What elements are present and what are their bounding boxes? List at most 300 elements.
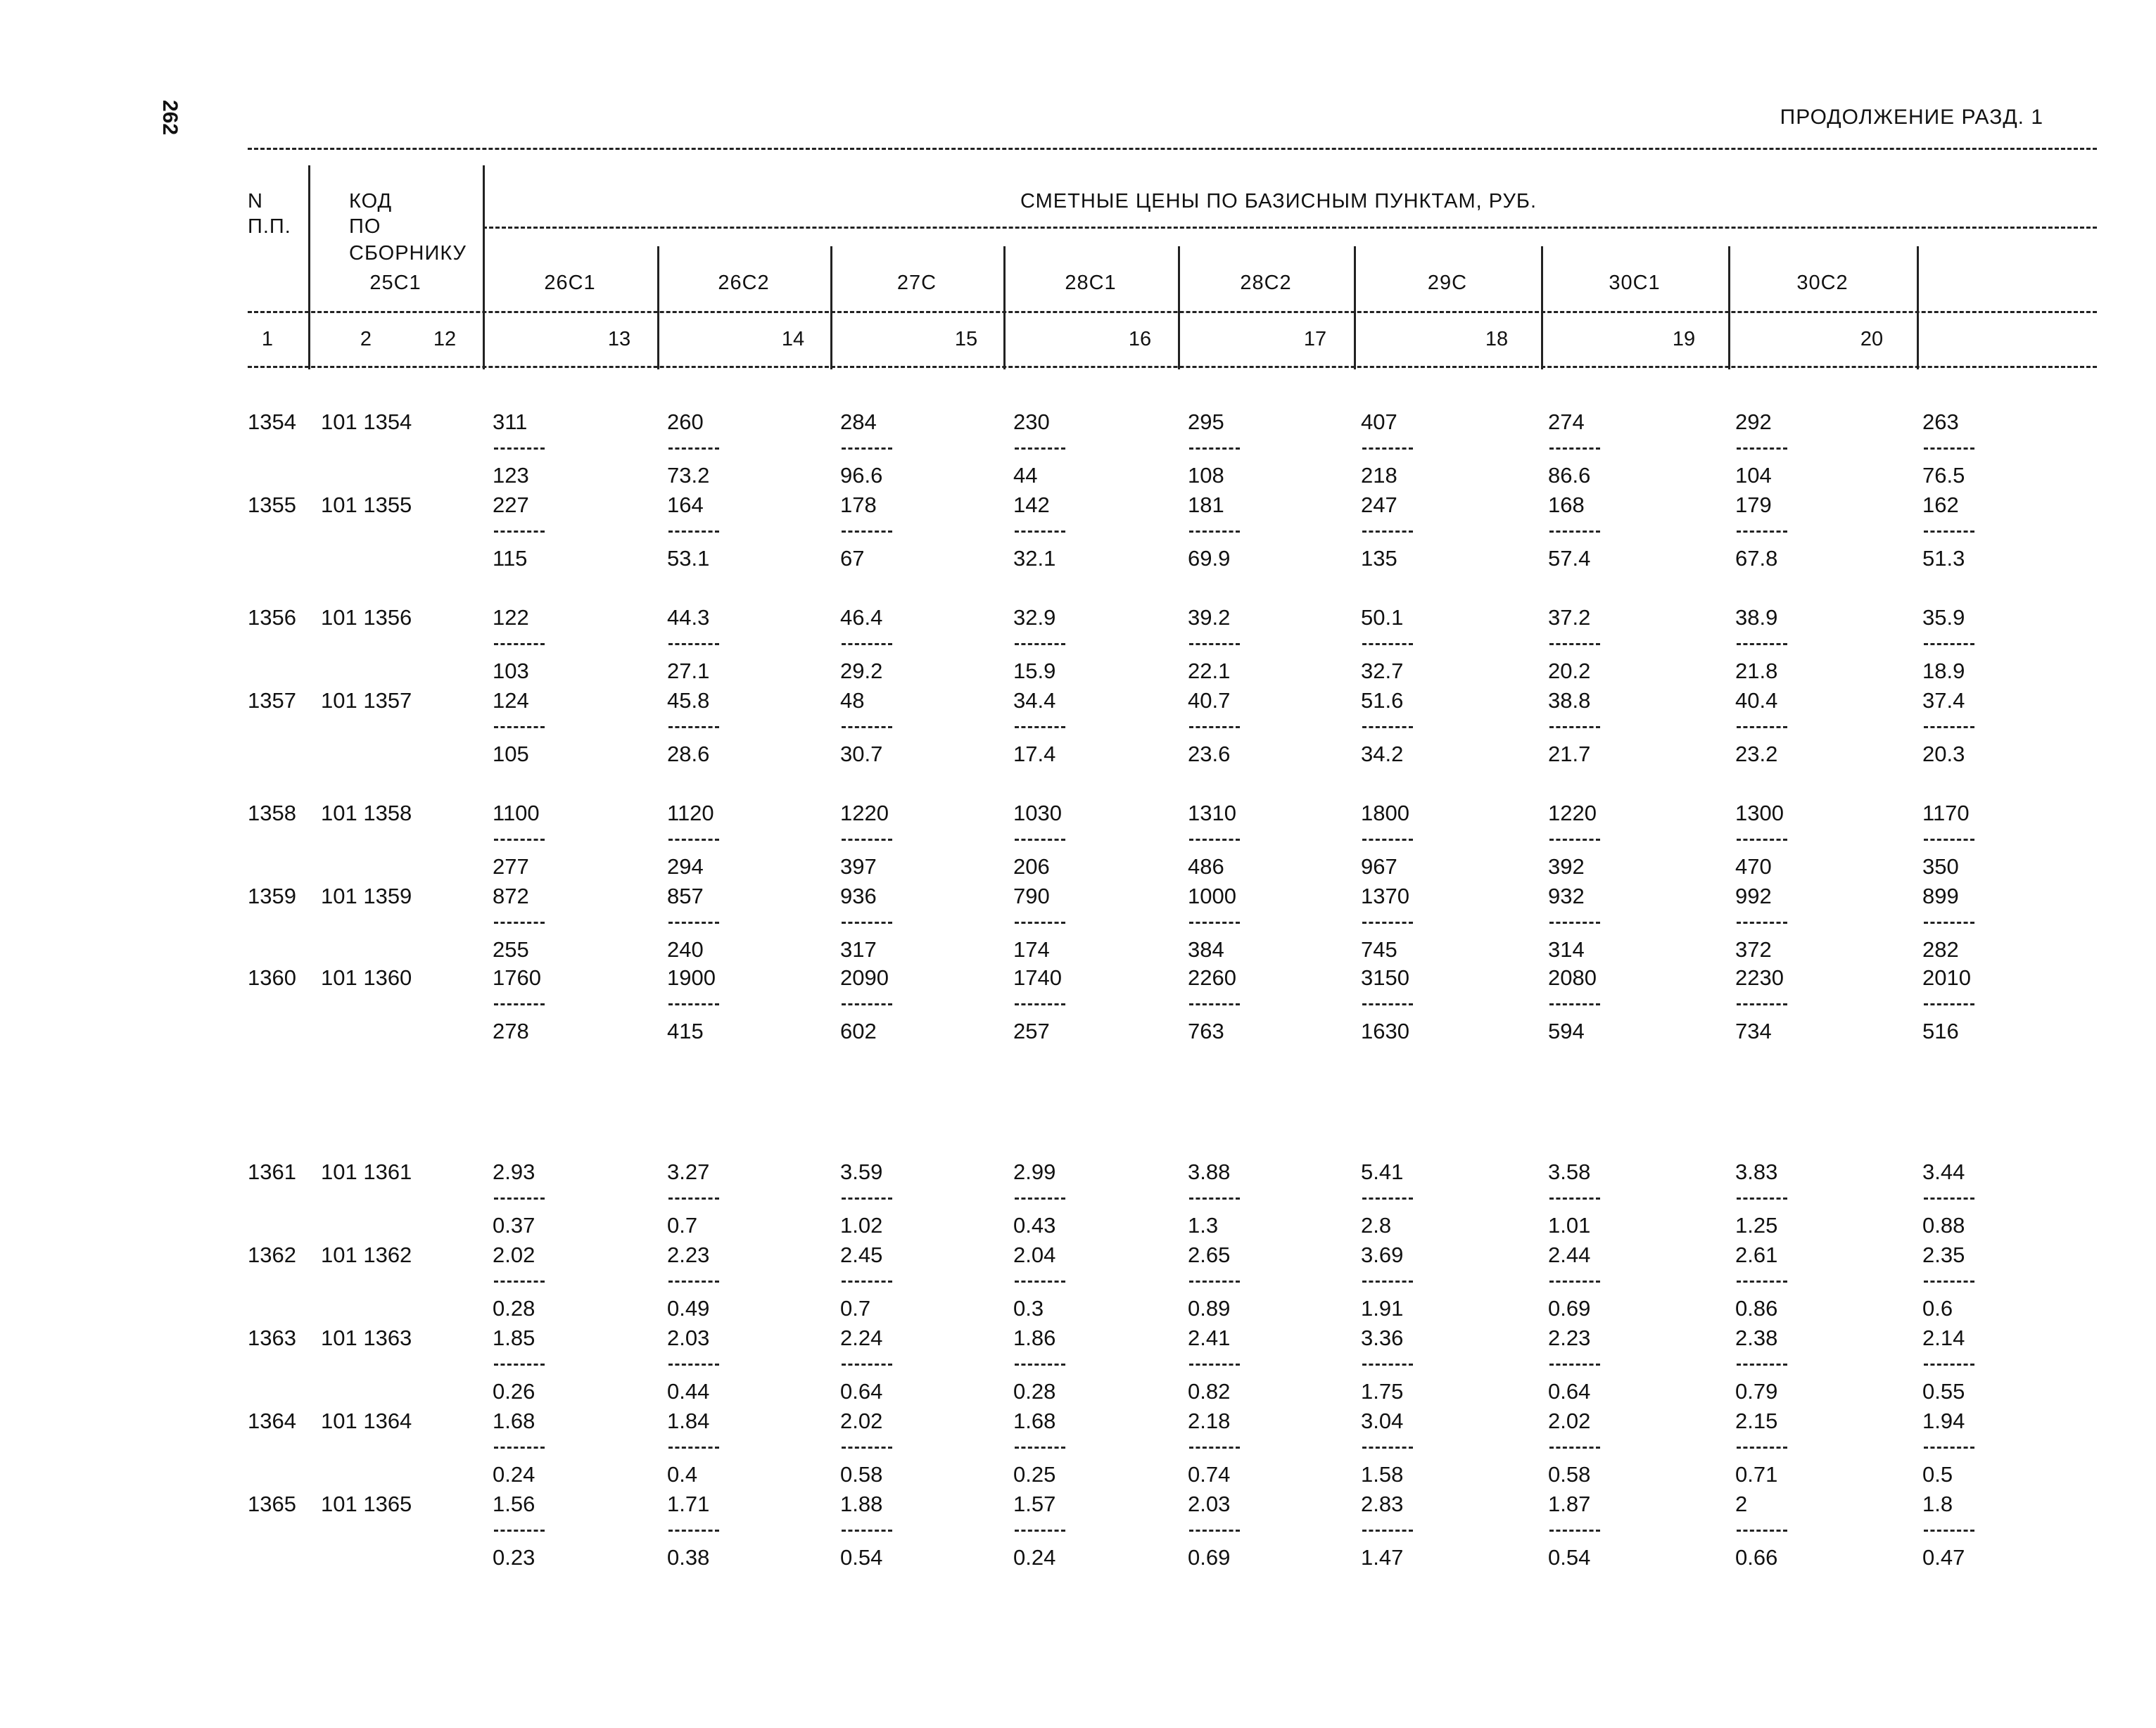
price-top: 1100 xyxy=(493,801,540,825)
col-code-label: КОД xyxy=(349,190,393,212)
fraction-bar xyxy=(668,1003,719,1005)
price-top: 2.35 xyxy=(1922,1243,1965,1267)
fraction-bar xyxy=(1924,531,1974,533)
price-top: 37.2 xyxy=(1548,605,1591,630)
price-bottom: 22.1 xyxy=(1188,659,1231,683)
fraction-bar xyxy=(1015,1530,1065,1532)
price-top: 2.99 xyxy=(1013,1160,1056,1184)
col-number: 2 xyxy=(360,328,372,350)
fraction-bar xyxy=(668,1281,719,1283)
row-code: 101 1359 xyxy=(321,884,412,908)
price-top: 899 xyxy=(1922,884,1959,908)
rule-colnum xyxy=(248,311,2097,313)
price-top: 124 xyxy=(493,688,529,713)
price-bottom: 516 xyxy=(1922,1019,1959,1043)
fraction-bar xyxy=(494,643,545,645)
price-bottom: 73.2 xyxy=(667,463,710,488)
price-bottom: 0.69 xyxy=(1548,1296,1591,1321)
fraction-bar xyxy=(1924,1281,1974,1283)
price-top: 44.3 xyxy=(667,605,710,630)
price-bottom: 0.5 xyxy=(1922,1462,1953,1487)
price-bottom: 0.38 xyxy=(667,1545,710,1570)
fraction-bar xyxy=(1549,922,1600,924)
row-number: 1357 xyxy=(248,688,296,713)
price-top: 51.6 xyxy=(1361,688,1404,713)
price-top: 2.24 xyxy=(840,1326,883,1350)
price-bottom: 277 xyxy=(493,854,529,879)
price-top: 2.03 xyxy=(1188,1492,1231,1516)
fraction-bar xyxy=(1924,726,1974,728)
fraction-bar xyxy=(668,922,719,924)
fraction-bar xyxy=(1189,1364,1240,1366)
price-bottom: 0.54 xyxy=(840,1545,883,1570)
price-bottom: 0.58 xyxy=(840,1462,883,1487)
price-bottom: 23.2 xyxy=(1735,742,1778,766)
price-bottom: 602 xyxy=(840,1019,877,1043)
price-top: 3.36 xyxy=(1361,1326,1404,1350)
price-top: 1.88 xyxy=(840,1492,883,1516)
price-bottom: 115 xyxy=(493,546,528,571)
price-top: 2.41 xyxy=(1188,1326,1231,1350)
fraction-bar xyxy=(668,1447,719,1449)
fraction-bar xyxy=(1362,726,1413,728)
fraction-bar xyxy=(1362,839,1413,841)
price-top: 2.15 xyxy=(1735,1409,1778,1433)
fraction-bar xyxy=(1189,531,1240,533)
price-top: 181 xyxy=(1188,493,1224,517)
price-bottom: 282 xyxy=(1922,937,1959,962)
price-bottom: 0.49 xyxy=(667,1296,710,1321)
price-bottom: 1.47 xyxy=(1361,1545,1404,1570)
fraction-bar xyxy=(842,447,892,450)
row-code: 101 1357 xyxy=(321,688,412,713)
fraction-bar xyxy=(1549,1197,1600,1200)
price-top: 1.71 xyxy=(667,1492,710,1516)
vsep-code xyxy=(483,165,485,369)
price-top: 2.45 xyxy=(840,1243,883,1267)
col-number: 13 xyxy=(607,328,631,350)
price-bottom: 278 xyxy=(493,1019,529,1043)
price-top: 295 xyxy=(1188,409,1224,434)
price-top: 38.8 xyxy=(1548,688,1591,713)
price-bottom: 2.8 xyxy=(1361,1213,1392,1238)
point-label: 27С xyxy=(896,272,937,294)
col-number: 1 xyxy=(261,328,274,350)
price-top: 2010 xyxy=(1922,965,1971,990)
price-top: 38.9 xyxy=(1735,605,1778,630)
fraction-bar xyxy=(1737,1530,1787,1532)
price-top: 1800 xyxy=(1361,801,1409,825)
fraction-bar xyxy=(1737,922,1787,924)
price-bottom: 0.64 xyxy=(1548,1379,1591,1404)
fraction-bar xyxy=(1737,1364,1787,1366)
price-bottom: 15.9 xyxy=(1013,659,1056,683)
fraction-bar xyxy=(842,1197,892,1200)
price-bottom: 384 xyxy=(1188,937,1224,962)
price-top: 1760 xyxy=(493,965,541,990)
point-label: 30С2 xyxy=(1796,272,1849,294)
fraction-bar xyxy=(842,1530,892,1532)
vsep-point xyxy=(1917,246,1919,369)
price-top: 932 xyxy=(1548,884,1585,908)
price-top: 3.04 xyxy=(1361,1409,1404,1433)
fraction-bar xyxy=(1924,922,1974,924)
rule-top xyxy=(248,148,2097,150)
price-top: 1900 xyxy=(667,965,716,990)
fraction-bar xyxy=(1362,1197,1413,1200)
fraction-bar xyxy=(1189,1447,1240,1449)
price-top: 2 xyxy=(1735,1492,1748,1516)
price-bottom: 0.79 xyxy=(1735,1379,1778,1404)
price-bottom: 0.23 xyxy=(493,1545,535,1570)
fraction-bar xyxy=(1549,447,1600,450)
price-top: 1.86 xyxy=(1013,1326,1056,1350)
rule-header-bottom xyxy=(248,366,2097,368)
price-bottom: 27.1 xyxy=(667,659,710,683)
price-bottom: 0.3 xyxy=(1013,1296,1044,1321)
fraction-bar xyxy=(1362,447,1413,450)
price-bottom: 29.2 xyxy=(840,659,883,683)
row-code: 101 1355 xyxy=(321,493,412,517)
price-bottom: 350 xyxy=(1922,854,1959,879)
price-bottom: 0.24 xyxy=(493,1462,535,1487)
price-top: 48 xyxy=(840,688,865,713)
price-bottom: 21.7 xyxy=(1548,742,1591,766)
price-top: 407 xyxy=(1361,409,1397,434)
price-top: 2.04 xyxy=(1013,1243,1056,1267)
price-top: 40.4 xyxy=(1735,688,1778,713)
price-top: 2090 xyxy=(840,965,889,990)
price-top: 2.02 xyxy=(840,1409,883,1433)
price-bottom: 0.25 xyxy=(1013,1462,1056,1487)
fraction-bar xyxy=(1015,922,1065,924)
price-bottom: 0.86 xyxy=(1735,1296,1778,1321)
price-top: 122 xyxy=(493,605,529,630)
price-bottom: 397 xyxy=(840,854,877,879)
fraction-bar xyxy=(1737,1447,1787,1449)
price-bottom: 108 xyxy=(1188,463,1224,488)
fraction-bar xyxy=(1549,1281,1600,1283)
price-bottom: 415 xyxy=(667,1019,704,1043)
price-bottom: 0.89 xyxy=(1188,1296,1231,1321)
price-bottom: 206 xyxy=(1013,854,1050,879)
price-bottom: 67 xyxy=(840,546,865,571)
fraction-bar xyxy=(1924,447,1974,450)
row-number: 1354 xyxy=(248,409,296,434)
fraction-bar xyxy=(1737,1197,1787,1200)
price-bottom: 0.26 xyxy=(493,1379,535,1404)
fraction-bar xyxy=(842,643,892,645)
price-top: 227 xyxy=(493,493,529,517)
fraction-bar xyxy=(1549,726,1600,728)
price-bottom: 0.37 xyxy=(493,1213,535,1238)
col-code-label: СБОРНИКУ xyxy=(349,242,467,265)
price-top: 2.02 xyxy=(493,1243,535,1267)
price-bottom: 734 xyxy=(1735,1019,1772,1043)
fraction-bar xyxy=(1737,726,1787,728)
price-bottom: 1.58 xyxy=(1361,1462,1404,1487)
fraction-bar xyxy=(1737,447,1787,450)
fraction-bar xyxy=(1737,839,1787,841)
price-bottom: 1630 xyxy=(1361,1019,1409,1043)
price-bottom: 18.9 xyxy=(1922,659,1965,683)
price-top: 1030 xyxy=(1013,801,1062,825)
row-number: 1362 xyxy=(248,1243,296,1267)
fraction-bar xyxy=(1189,1281,1240,1283)
price-top: 34.4 xyxy=(1013,688,1056,713)
price-bottom: 392 xyxy=(1548,854,1585,879)
vsep-point xyxy=(830,246,832,369)
price-top: 168 xyxy=(1548,493,1585,517)
price-top: 2260 xyxy=(1188,965,1236,990)
price-top: 3.69 xyxy=(1361,1243,1404,1267)
price-top: 1.8 xyxy=(1922,1492,1953,1516)
price-bottom: 218 xyxy=(1361,463,1397,488)
point-label: 26С2 xyxy=(718,272,770,294)
fraction-bar xyxy=(1362,1003,1413,1005)
fraction-bar xyxy=(494,1197,545,1200)
price-bottom: 53.1 xyxy=(667,546,710,571)
price-top: 2.65 xyxy=(1188,1243,1231,1267)
price-bottom: 135 xyxy=(1361,546,1397,571)
price-top: 2.14 xyxy=(1922,1326,1965,1350)
col-code-label: ПО xyxy=(349,215,381,238)
row-number: 1355 xyxy=(248,493,296,517)
price-bottom: 32.1 xyxy=(1013,546,1056,571)
price-top: 1000 xyxy=(1188,884,1236,908)
price-top: 2.61 xyxy=(1735,1243,1778,1267)
fraction-bar xyxy=(1015,1364,1065,1366)
point-label: 29С xyxy=(1427,272,1468,294)
fraction-bar xyxy=(842,839,892,841)
fraction-bar xyxy=(1362,1281,1413,1283)
vsep-point xyxy=(1728,246,1730,369)
row-code: 101 1358 xyxy=(321,801,412,825)
fraction-bar xyxy=(842,1003,892,1005)
price-bottom: 0.7 xyxy=(840,1296,871,1321)
fraction-bar xyxy=(1737,643,1787,645)
price-top: 247 xyxy=(1361,493,1397,517)
price-bottom: 1.3 xyxy=(1188,1213,1219,1238)
row-number: 1361 xyxy=(248,1160,296,1184)
price-bottom: 1.91 xyxy=(1361,1296,1404,1321)
fraction-bar xyxy=(668,1530,719,1532)
fraction-bar xyxy=(668,1364,719,1366)
price-bottom: 21.8 xyxy=(1735,659,1778,683)
price-top: 45.8 xyxy=(667,688,710,713)
price-bottom: 0.58 xyxy=(1548,1462,1591,1487)
fraction-bar xyxy=(1549,1530,1600,1532)
point-label: 25С1 xyxy=(369,272,421,294)
price-top: 3150 xyxy=(1361,965,1409,990)
price-bottom: 745 xyxy=(1361,937,1397,962)
row-code: 101 1365 xyxy=(321,1492,412,1516)
price-bottom: 0.43 xyxy=(1013,1213,1056,1238)
price-top: 5.41 xyxy=(1361,1160,1404,1184)
price-bottom: 104 xyxy=(1735,463,1772,488)
price-top: 162 xyxy=(1922,493,1959,517)
price-bottom: 1.25 xyxy=(1735,1213,1778,1238)
price-bottom: 57.4 xyxy=(1548,546,1591,571)
point-label: 26С1 xyxy=(544,272,596,294)
fraction-bar xyxy=(1362,643,1413,645)
price-top: 2230 xyxy=(1735,965,1784,990)
price-top: 260 xyxy=(667,409,704,434)
point-label: 28С1 xyxy=(1065,272,1117,294)
fraction-bar xyxy=(668,726,719,728)
fraction-bar xyxy=(494,1447,545,1449)
price-top: 2.83 xyxy=(1361,1492,1404,1516)
price-bottom: 86.6 xyxy=(1548,463,1591,488)
price-top: 46.4 xyxy=(840,605,883,630)
price-top: 37.4 xyxy=(1922,688,1965,713)
price-top: 274 xyxy=(1548,409,1585,434)
col-number: 18 xyxy=(1485,328,1509,350)
point-label: 30С1 xyxy=(1609,272,1661,294)
row-number: 1358 xyxy=(248,801,296,825)
price-top: 1220 xyxy=(1548,801,1597,825)
col-number: 19 xyxy=(1672,328,1696,350)
row-code: 101 1354 xyxy=(321,409,412,434)
fraction-bar xyxy=(1549,643,1600,645)
fraction-bar xyxy=(494,1281,545,1283)
fraction-bar xyxy=(1015,447,1065,450)
price-top: 1.85 xyxy=(493,1326,535,1350)
fraction-bar xyxy=(1549,1447,1600,1449)
row-number: 1364 xyxy=(248,1409,296,1433)
row-code: 101 1360 xyxy=(321,965,412,990)
col-number: 16 xyxy=(1128,328,1152,350)
fraction-bar xyxy=(668,1197,719,1200)
vsep-point xyxy=(1354,246,1356,369)
fraction-bar xyxy=(494,447,545,450)
page-number: 262 xyxy=(158,99,182,136)
col-number: 17 xyxy=(1303,328,1327,350)
price-top: 1.68 xyxy=(1013,1409,1056,1433)
price-top: 1.87 xyxy=(1548,1492,1591,1516)
col-number: 20 xyxy=(1860,328,1884,350)
price-bottom: 105 xyxy=(493,742,529,766)
price-top: 284 xyxy=(840,409,877,434)
fraction-bar xyxy=(1015,531,1065,533)
fraction-bar xyxy=(1362,922,1413,924)
fraction-bar xyxy=(668,839,719,841)
row-code: 101 1361 xyxy=(321,1160,412,1184)
fraction-bar xyxy=(668,531,719,533)
price-top: 1.84 xyxy=(667,1409,710,1433)
price-bottom: 0.28 xyxy=(493,1296,535,1321)
price-bottom: 0.44 xyxy=(667,1379,710,1404)
price-bottom: 103 xyxy=(493,659,529,683)
price-bottom: 372 xyxy=(1735,937,1772,962)
fraction-bar xyxy=(668,447,719,450)
price-top: 142 xyxy=(1013,493,1050,517)
fraction-bar xyxy=(1189,1197,1240,1200)
price-bottom: 174 xyxy=(1013,937,1050,962)
price-bottom: 30.7 xyxy=(840,742,883,766)
price-bottom: 470 xyxy=(1735,854,1772,879)
price-bottom: 0.74 xyxy=(1188,1462,1231,1487)
price-bottom: 294 xyxy=(667,854,704,879)
col-number: 15 xyxy=(954,328,978,350)
fraction-bar xyxy=(1015,726,1065,728)
fraction-bar xyxy=(1737,1003,1787,1005)
fraction-bar xyxy=(1924,1364,1974,1366)
price-top: 32.9 xyxy=(1013,605,1056,630)
fraction-bar xyxy=(842,1447,892,1449)
vsep-point xyxy=(1178,246,1180,369)
price-top: 2.03 xyxy=(667,1326,710,1350)
fraction-bar xyxy=(842,1364,892,1366)
price-top: 230 xyxy=(1013,409,1050,434)
price-bottom: 17.4 xyxy=(1013,742,1056,766)
price-bottom: 32.7 xyxy=(1361,659,1404,683)
fraction-bar xyxy=(1189,643,1240,645)
price-top: 2.44 xyxy=(1548,1243,1591,1267)
price-bottom: 123 xyxy=(493,463,529,488)
row-code: 101 1364 xyxy=(321,1409,412,1433)
fraction-bar xyxy=(1924,1197,1974,1200)
fraction-bar xyxy=(1015,839,1065,841)
price-top: 992 xyxy=(1735,884,1772,908)
price-bottom: 763 xyxy=(1188,1019,1224,1043)
fraction-bar xyxy=(1549,839,1600,841)
price-bottom: 0.88 xyxy=(1922,1213,1965,1238)
col-number: 12 xyxy=(433,328,457,350)
price-bottom: 0.4 xyxy=(667,1462,698,1487)
row-number: 1365 xyxy=(248,1492,296,1516)
price-top: 3.83 xyxy=(1735,1160,1778,1184)
price-top: 178 xyxy=(840,493,877,517)
price-bottom: 44 xyxy=(1013,463,1038,488)
price-bottom: 23.6 xyxy=(1188,742,1231,766)
row-number: 1359 xyxy=(248,884,296,908)
fraction-bar xyxy=(1737,1281,1787,1283)
price-top: 2.23 xyxy=(1548,1326,1591,1350)
price-bottom: 0.55 xyxy=(1922,1379,1965,1404)
fraction-bar xyxy=(1924,1447,1974,1449)
price-top: 1120 xyxy=(667,801,714,825)
fraction-bar xyxy=(1924,839,1974,841)
rule-group xyxy=(483,227,2097,229)
price-top: 936 xyxy=(840,884,877,908)
continuation-label: ПРОДОЛЖЕНИЕ РАЗД. 1 xyxy=(1780,106,2043,129)
row-number: 1356 xyxy=(248,605,296,630)
price-bottom: 0.7 xyxy=(667,1213,698,1238)
price-top: 1310 xyxy=(1188,801,1236,825)
fraction-bar xyxy=(1189,447,1240,450)
fraction-bar xyxy=(668,643,719,645)
price-bottom: 314 xyxy=(1548,937,1585,962)
price-top: 2.23 xyxy=(667,1243,710,1267)
price-top: 3.27 xyxy=(667,1160,710,1184)
price-bottom: 67.8 xyxy=(1735,546,1778,571)
fraction-bar xyxy=(494,1003,545,1005)
fraction-bar xyxy=(1015,1197,1065,1200)
vsep-n xyxy=(308,165,310,369)
price-top: 1220 xyxy=(840,801,889,825)
price-top: 1.94 xyxy=(1922,1409,1965,1433)
price-bottom: 51.3 xyxy=(1922,546,1965,571)
price-bottom: 76.5 xyxy=(1922,463,1965,488)
fraction-bar xyxy=(494,1364,545,1366)
price-top: 1370 xyxy=(1361,884,1409,908)
price-bottom: 0.64 xyxy=(840,1379,883,1404)
price-top: 790 xyxy=(1013,884,1050,908)
price-top: 2.93 xyxy=(493,1160,535,1184)
price-bottom: 0.54 xyxy=(1548,1545,1591,1570)
price-bottom: 20.2 xyxy=(1548,659,1591,683)
